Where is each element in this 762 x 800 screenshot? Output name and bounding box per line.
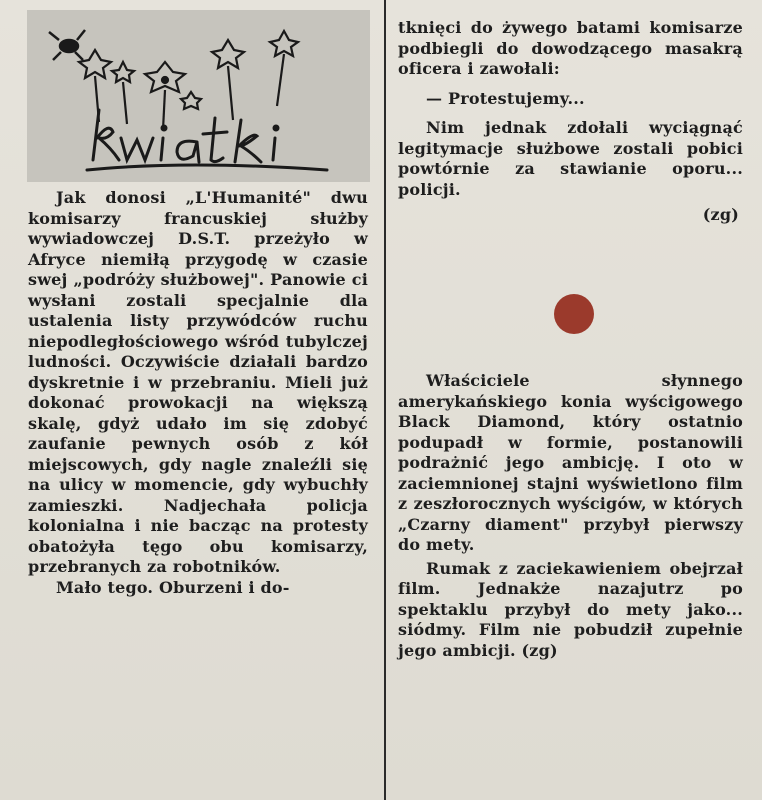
article-left-column bbox=[28, 188, 368, 598]
column-header-kwiatki bbox=[27, 10, 370, 182]
article2-column bbox=[398, 371, 743, 661]
separator-dot bbox=[554, 294, 594, 334]
article2-signature: (zg) bbox=[521, 640, 558, 660]
article2-para2: Rumak z zaciekawieniem obejrzał film. Jednakże nazajutrz po spektaklu przybył do mety jako... siódmy. Film nie pobudził zupełnie jego ambicji. bbox=[398, 558, 743, 660]
article1-continuation: Mało tego. Oburzeni i do- bbox=[56, 577, 290, 597]
kwiatki-logo-lettering bbox=[87, 110, 327, 170]
article2-para1: Właściciele słynnego amerykańskiego konia wyścigowego Black Diamond, który ostatnio podupadł w formie, postanowili podrażnić jego ambicję. I oto w zaciemnionej stajni wyświetlono film z zeszłorocznych wyścigów, w których „Czarny diament" przybył pierwszy do mety. bbox=[398, 371, 743, 554]
article-right-column-top bbox=[398, 18, 743, 226]
kwiatki-illustration bbox=[27, 10, 370, 182]
article1-signature: (zg) bbox=[702, 205, 739, 224]
flower-icon bbox=[79, 31, 298, 130]
article1-final: Nim jednak zdołali wyciągnąć legitymacje służbowe zostali pobici powtórnie za stawianie oporu... policji. bbox=[398, 118, 743, 199]
article2-para2-wrap bbox=[398, 559, 743, 662]
column-divider bbox=[384, 0, 386, 800]
article1-body: Jak donosi „L'Humanité" dwu komisarzy francuskiej służby wywiadowczej D.S.T. przeżyło w Afryce niemiłą przygodę w czasie swej „podróży służbowej". Panowie ci wysłani zostali specjalnie dla ustalenia listy przywódców ruchu niepodległościowego wśród tubylczej ludności. Oczywiście działali bardzo dyskretnie i w przebraniu. Mieli już dokonać prowokacji na większą skalę, gdyż udało im się zdobyć zaufanie pewnych osób z kół miejscowych, gdy nagle znaleźli się na ulicy w momencie, gdy wybuchły zamieszki. Nadjechała policja kolonialna i nie bacząc na protesty obatożyła tęgo obu komisarzy, przebranych za robotników. bbox=[28, 188, 368, 576]
article1-right-continuation: tknięci do żywego batami komisarze podbiegli do dowodzącego masakrą oficera i zawołali: bbox=[398, 18, 743, 78]
article1-quote: — Protestujemy... bbox=[426, 88, 585, 108]
insect-icon bbox=[49, 30, 85, 60]
